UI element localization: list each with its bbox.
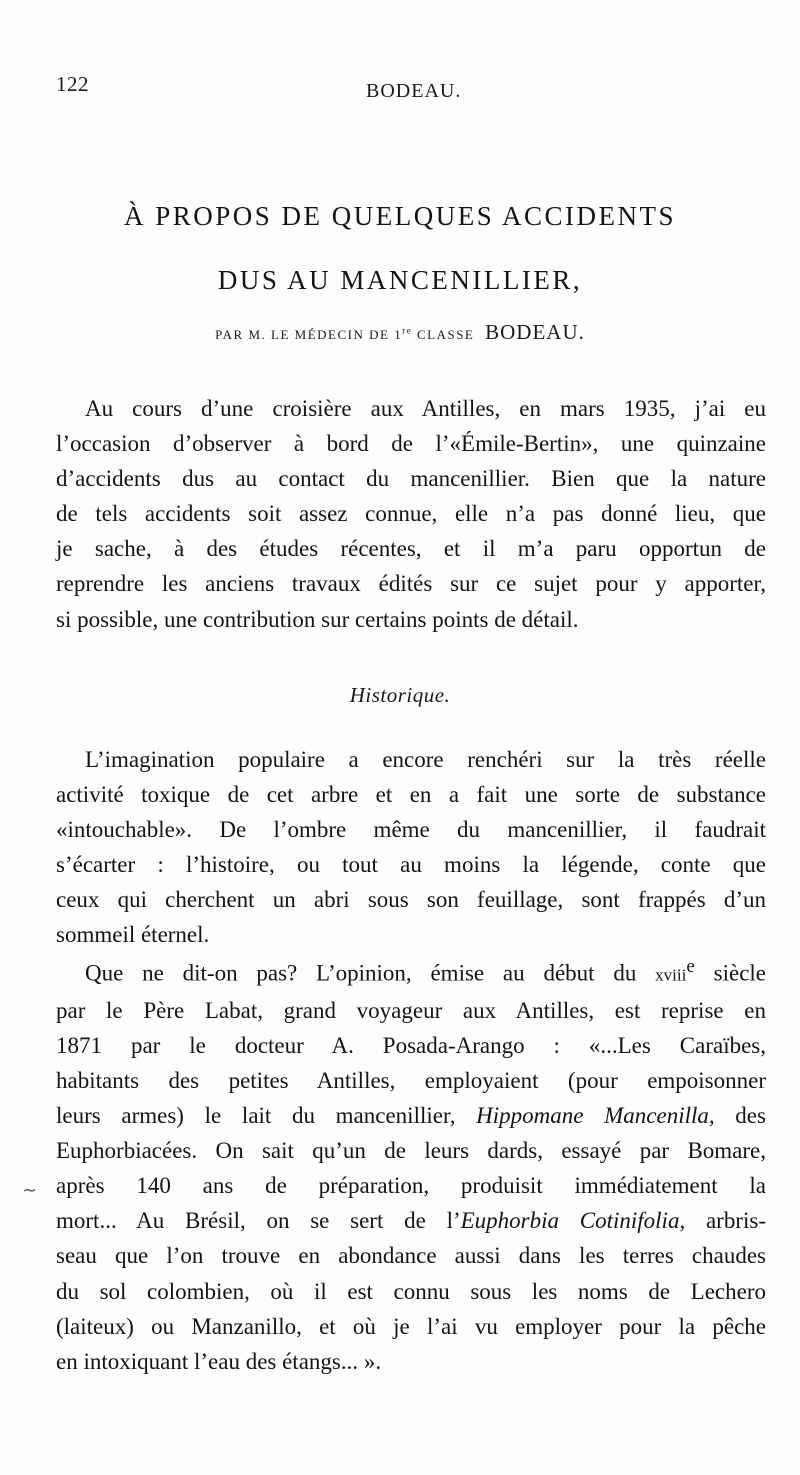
margin-pencil-mark: ∼ [22,1180,38,1201]
paragraph-line: du sol colombien, où il est connu sous les noms de Lechero [56,1278,766,1304]
paragraph-line: Au cours d’une croisière aux Antilles, en mars 1935, j’ai eu [85,396,766,421]
century-superscript: e [686,956,695,977]
text-run: siècle [694,960,767,986]
paragraph-line: seau que l’on trouve en abondance aussi dans les terres chaudes [56,1243,766,1269]
byline-suffix: CLASSE [416,327,475,342]
paragraph-historique-1 [56,742,766,953]
paragraph-line: reprendre les anciens travaux édités sur ce sujet pour y apporter, [56,571,766,597]
paragraph-line: habitants des petites Antilles, employaient (pour empoisonner [56,1067,766,1093]
paragraph-line: je sache, à des études récentes, et il m’a paru opportun de [56,536,766,562]
article-title-block [40,198,760,345]
text-run: leurs armes) le lait du mancenillier, [56,1103,477,1129]
paragraph-line: ceux qui cherchent un abri sous son feuillage, sont frappés d’un [56,887,766,913]
paragraph-line: sommeil éternel. [56,922,210,948]
paragraph-line: si possible, une contribution sur certains points de détail. [56,606,579,632]
paragraph-line: en intoxiquant l’eau des étangs... ». [56,1348,382,1374]
paragraph-line: 1871 par le docteur A. Posada-Arango : «...Les Caraïbes, [56,1032,766,1058]
species-name: Euphorbia Cotinifolia, [460,1208,686,1234]
paragraph-historique-2 [56,949,766,1379]
paragraph-line: L’imagination populaire a encore renchéri sur la très réelle [85,747,766,772]
section-heading: Historique. [349,683,451,707]
paragraph-line [56,1098,766,1133]
running-head: BODEAU. [366,80,462,102]
text-run: arbris- [685,1208,766,1234]
species-name: Hippomane Mancenilla, [476,1103,715,1129]
text-run: des [714,1103,766,1129]
page-number: 122 [56,72,89,96]
paragraph-line: Euphorbiacées. On sait qu’un de leurs dards, essayé par Bomare, [56,1138,766,1164]
paragraph-line [56,949,766,993]
paragraph-line: l’occasion d’observer à bord de l’«Émile-Bertin», une quinzaine [56,431,766,457]
paragraph-line: activité toxique de cet arbre et en a fait une sorte de substance [56,782,766,808]
text-run: Que ne dit-on pas? L’opinion, émise au début du [85,960,656,986]
paragraph-line: s’écarter : l’histoire, ou tout au moins la légende, conte que [56,852,766,878]
paragraph-line: par le Père Labat, grand voyageur aux Antilles, est reprise en [56,997,766,1023]
article-title-line-1: À PROPOS DE QUELQUES ACCIDENTS [123,201,677,231]
article-title-line-2: DUS AU MANCENILLIER, [217,265,583,295]
paragraph-intro [56,391,766,637]
paragraph-line: d’accidents dus au contact du mancenillier. Bien que la nature [56,466,766,492]
paragraph-line: de tels accidents soit assez connue, elle n’a pas donné lieu, que [56,501,766,527]
author-byline [40,320,760,345]
author-name: BODEAU. [485,320,585,344]
paragraph-line: après 140 ans de préparation, produisit immédiatement la [56,1173,766,1199]
text-run: mort... Au Brésil, on se sert de l’ [56,1208,461,1234]
paragraph-line: (laiteux) ou Manzanillo, et où je l’ai vu employer pour la pêche [56,1313,766,1339]
byline-superscript: re [402,325,413,336]
paragraph-line: «intouchable». De l’ombre même du mancenillier, il faudrait [56,817,766,843]
byline-prefix: PAR M. LE MÉDECIN DE 1 [215,327,403,342]
century-numeral: xviii [655,965,687,985]
page-header [56,72,760,112]
paragraph-line [56,1203,766,1238]
